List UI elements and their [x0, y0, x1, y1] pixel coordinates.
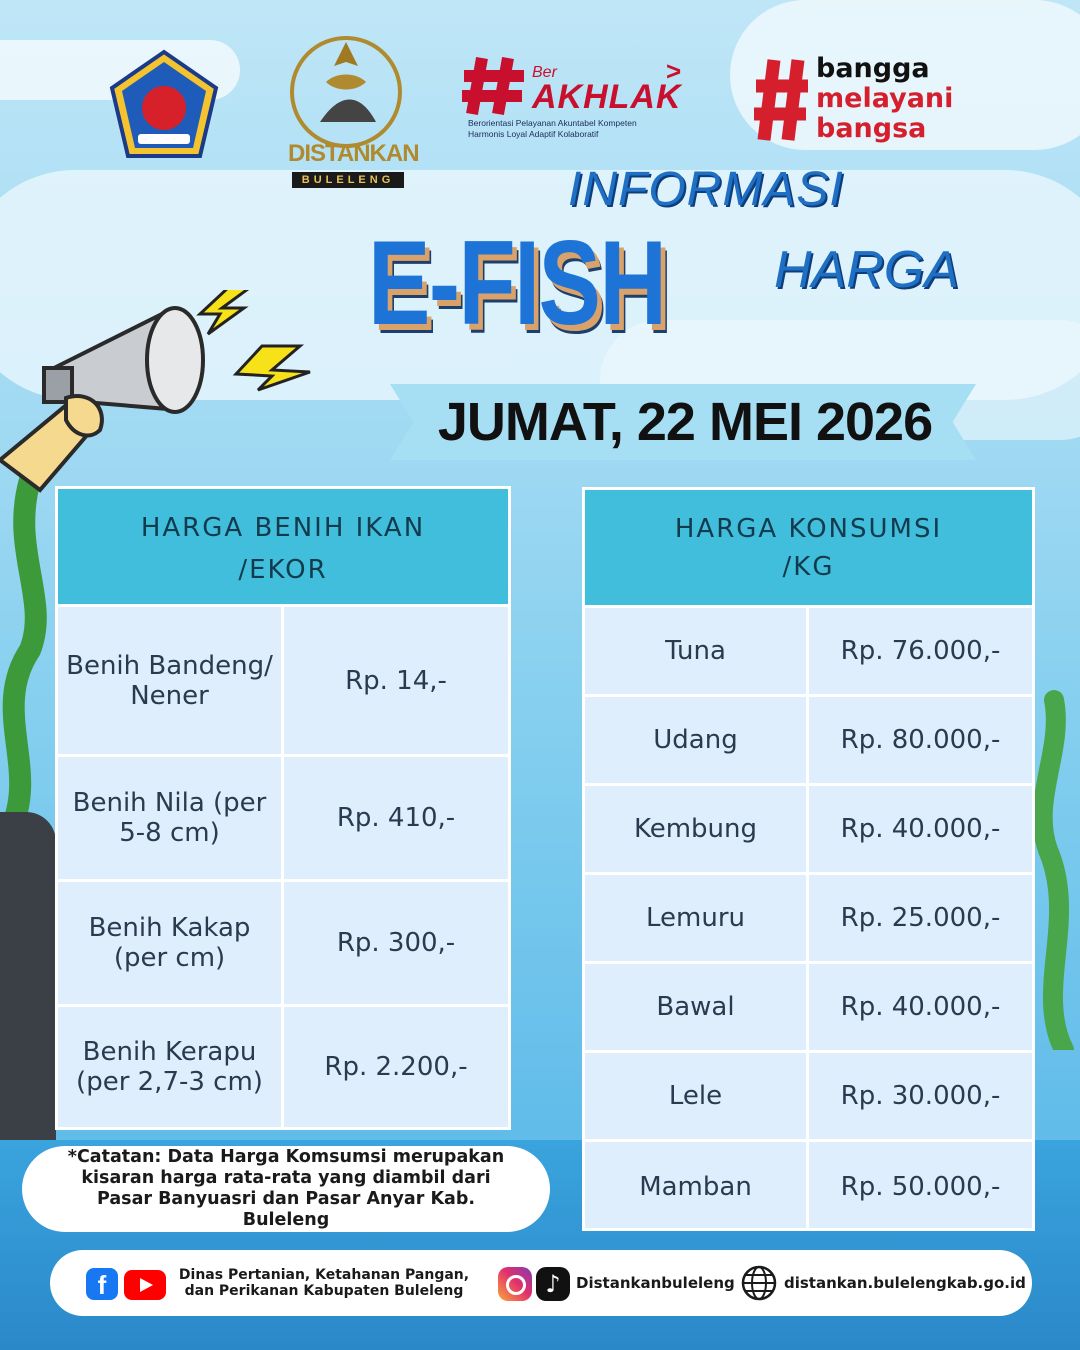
fish-name-cell: Benih Nila (per 5-8 cm): [58, 757, 284, 879]
table-row: [585, 786, 1032, 875]
bangga-line: bangga: [816, 53, 930, 84]
price-note: *Catatan: Data Harga Komsumsi merupakan kisaran harga rata-rata yang diambil dari Pasar Banyuasri dan Pasar Anyar Kab. Buleleng: [22, 1146, 550, 1232]
akhlak-tagline-line: Harmonis Loyal Adaptif Kolaboratif: [468, 129, 599, 139]
distankan-wordmark: DISTANKAN: [288, 140, 419, 167]
price-cell: Rp. 300,-: [336, 928, 456, 958]
fish-name-cell: Lele: [585, 1053, 809, 1139]
consumption-table-header-line: /KG: [782, 552, 835, 582]
price-cell: Rp. 410,-: [336, 803, 456, 833]
akhlak-word: AKHLAK: [532, 78, 682, 116]
table-row: [58, 757, 508, 882]
chevron-right-icon: >: [666, 56, 682, 86]
youtube-icon[interactable]: [124, 1270, 166, 1300]
rock-decoration: [0, 812, 56, 1152]
instagram-icon[interactable]: [498, 1267, 532, 1301]
fish-name-cell: Lemuru: [585, 875, 809, 961]
seed-table-header-line: /EKOR: [238, 555, 328, 585]
fish-name-cell: Kembung: [585, 786, 809, 872]
melayani-line: melayani: [816, 83, 954, 114]
footer-organization: Dinas Pertanian, Ketahanan Pangan, dan Perikanan Kabupaten Buleleng: [178, 1267, 470, 1299]
tiktok-icon[interactable]: ♪: [536, 1267, 570, 1301]
hashtag-icon: [460, 56, 528, 116]
website-link[interactable]: distankan.bulelengkab.go.id: [784, 1274, 1026, 1292]
price-cell: Rp. 30.000,-: [840, 1081, 1001, 1111]
fish-name-cell: Benih Kerapu (per 2,7-3 cm): [58, 1007, 284, 1127]
price-cell: Rp. 76.000,-: [840, 636, 1001, 666]
berakhlak-logo: [460, 52, 700, 144]
globe-icon: [740, 1264, 778, 1302]
fish-name-cell: Udang: [585, 697, 809, 783]
table-row: [585, 875, 1032, 964]
hashtag-icon: [752, 56, 812, 144]
title-harga: HARGA: [774, 241, 959, 299]
table-row: [58, 607, 508, 757]
price-cell: Rp. 50.000,-: [840, 1171, 1001, 1202]
social-handle[interactable]: Distankanbuleleng: [576, 1274, 735, 1292]
fish-name-cell: Bawal: [585, 964, 809, 1050]
fish-name-cell: Mamban: [585, 1142, 809, 1231]
table-row: [585, 697, 1032, 786]
consumption-price-table: [582, 487, 1035, 1231]
facebook-icon[interactable]: f: [86, 1268, 118, 1300]
price-cell: Rp. 80.000,-: [840, 725, 1001, 755]
akhlak-tagline: [468, 118, 708, 140]
title-efish: E-FISH: [368, 216, 666, 350]
title-informasi: INFORMASI: [568, 163, 844, 216]
price-cell: Rp. 14,-: [345, 665, 447, 696]
seed-price-table: [55, 486, 511, 1130]
table-row: [585, 964, 1032, 1053]
consumption-table-header-line: HARGA KONSUMSI: [674, 514, 943, 544]
footer-contact-bar: [50, 1250, 1032, 1316]
table-row: [585, 1053, 1032, 1142]
distankan-logo: [280, 22, 419, 190]
fish-name-cell: Tuna: [585, 608, 809, 694]
price-cell: Rp. 40.000,-: [840, 992, 1001, 1022]
distankan-sublabel: BULELENG: [292, 172, 404, 188]
fish-name-cell: Benih Kakap (per cm): [58, 882, 284, 1004]
bangsa-line: bangsa: [816, 113, 927, 144]
akhlak-ber-text: Ber: [532, 64, 557, 81]
buleleng-regency-emblem: [108, 48, 220, 160]
table-row: [585, 1142, 1032, 1231]
price-cell: Rp. 40.000,-: [840, 814, 1001, 844]
seed-table-header-line: HARGA BENIH IKAN: [140, 513, 426, 543]
seed-table-header: [58, 489, 508, 607]
akhlak-tagline-line: Berorientasi Pelayanan Akuntabel Kompeten: [468, 118, 637, 128]
table-row: [58, 882, 508, 1007]
table-row: [585, 608, 1032, 697]
bangga-melayani-bangsa-logo: [752, 54, 972, 146]
seaweed-right: [1034, 690, 1080, 1050]
consumption-table-header: [585, 490, 1032, 608]
table-row: [58, 1007, 508, 1127]
lightning-icon: [200, 290, 252, 334]
price-cell: Rp. 2.200,-: [324, 1052, 468, 1082]
fish-name-cell: Benih Bandeng/ Nener: [58, 607, 284, 754]
date-label: JUMAT, 22 MEI 2026: [437, 392, 933, 452]
seaweed-left: [0, 470, 60, 830]
lightning-icon: [236, 346, 310, 390]
price-cell: Rp. 25.000,-: [840, 903, 1001, 933]
